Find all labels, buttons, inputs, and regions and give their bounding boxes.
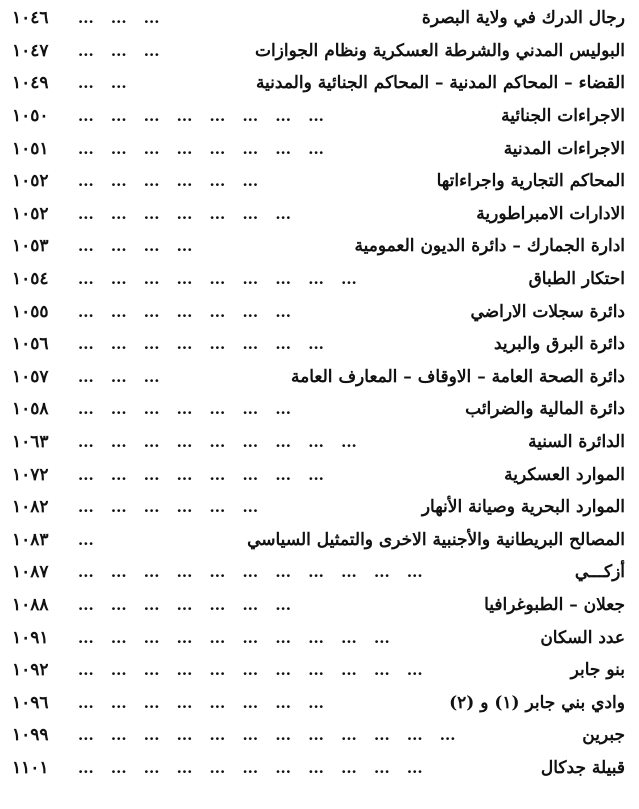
toc-entry-page-number: ١٠٨٨ xyxy=(12,594,49,615)
toc-entry xyxy=(12,393,625,426)
toc-entry-page-number: ١٠٥٧ xyxy=(12,366,49,387)
toc-entry xyxy=(12,752,625,785)
toc-entry-title: الاجراءات المدنية xyxy=(503,138,625,159)
toc-entry-leader-dots: ... ... ... ... ... ... ... ... ... ... ... xyxy=(78,758,423,777)
toc-entry-leader-dots: ... ... ... ... ... ... ... ... xyxy=(78,107,324,126)
toc-entry xyxy=(12,589,625,622)
toc-entry-page-number: ١٠٤٩ xyxy=(12,73,49,94)
toc-entry-leader-dots: ... ... ... ... ... ... ... ... ... ... ... xyxy=(78,661,423,680)
toc-entry-title: جعلان – الطبوغرافيا xyxy=(484,594,625,615)
toc-entry-title: عدد السكان xyxy=(540,627,625,648)
toc-entry-page-number: ١٠٤٧ xyxy=(12,40,49,61)
toc-entry-leader-dots: ... ... ... ... xyxy=(78,237,193,256)
toc-entry-leader-dots: ... ... ... ... ... ... xyxy=(78,172,259,191)
toc-entry xyxy=(12,132,625,165)
toc-entry-page-number: ١٠٨٢ xyxy=(12,497,49,518)
toc-entry-title: المحاكم التجارية واجراءاتها xyxy=(436,171,625,192)
toc-entry-leader-dots: ... ... ... xyxy=(78,367,160,386)
toc-entry-page-number: ١٠٤٦ xyxy=(12,8,49,29)
toc-entry-title: ادارة الجمارك – دائرة الديون العمومية xyxy=(354,236,625,257)
table-of-contents xyxy=(12,2,625,784)
toc-entry-page-number: ١٠٩٢ xyxy=(12,660,49,681)
toc-entry-title: وادي بني جابر (١) و (٢) xyxy=(449,692,625,713)
toc-entry-page-number: ١٠٥٤ xyxy=(12,269,49,290)
toc-entry-leader-dots: ... ... ... ... ... ... ... xyxy=(78,302,291,321)
toc-entry-leader-dots: ... ... ... ... ... ... ... ... ... ... ... ... xyxy=(78,726,456,745)
toc-entry-page-number: ١٠٥٠ xyxy=(12,106,49,127)
toc-entry xyxy=(12,719,625,752)
toc-entry-page-number: ١٠٩١ xyxy=(12,627,49,648)
toc-entry xyxy=(12,295,625,328)
toc-entry-title: الموارد البحرية وصيانة الأنهار xyxy=(421,497,625,518)
toc-entry xyxy=(12,426,625,459)
toc-entry-page-number: ١٠٥٨ xyxy=(12,399,49,420)
toc-entry-leader-dots: ... xyxy=(78,530,94,549)
toc-entry-title: البوليس المدني والشرطة العسكرية ونظام الجوازات xyxy=(254,40,625,61)
toc-entry xyxy=(12,524,625,557)
toc-entry-leader-dots: ... ... ... ... ... ... ... ... ... ... xyxy=(78,628,390,647)
toc-entry-leader-dots: ... ... ... xyxy=(78,9,160,28)
toc-entry xyxy=(12,263,625,296)
toc-entry-page-number: ١٠٥٢ xyxy=(12,171,49,192)
toc-entry xyxy=(12,328,625,361)
toc-entry-title: الموارد العسكرية xyxy=(504,464,625,485)
toc-entry-page-number: ١٠٩٩ xyxy=(12,725,49,746)
toc-entry xyxy=(12,361,625,394)
toc-entry-title: أزكـــي xyxy=(574,562,625,583)
toc-entry xyxy=(12,556,625,589)
toc-entry xyxy=(12,165,625,198)
toc-entry xyxy=(12,67,625,100)
toc-entry-title: احتكار الطباق xyxy=(528,269,625,290)
toc-entry xyxy=(12,491,625,524)
toc-entry xyxy=(12,35,625,68)
toc-entry-page-number: ١٠٥٥ xyxy=(12,301,49,322)
toc-entry-title: الاجراءات الجنائية xyxy=(501,106,625,127)
toc-entry-leader-dots: ... ... ... ... ... ... ... ... ... xyxy=(78,270,357,289)
toc-entry-title: الادارات الامبراطورية xyxy=(476,203,625,224)
toc-entry-leader-dots: ... ... ... ... ... ... ... ... xyxy=(78,465,324,484)
toc-entry-title: قبيلة جدكال xyxy=(540,757,625,778)
toc-entry-leader-dots: ... ... ... ... ... ... ... ... ... xyxy=(78,433,357,452)
toc-entry-page-number: ١٠٨٧ xyxy=(12,562,49,583)
toc-entry-title: دائرة المالية والضرائب xyxy=(465,399,625,420)
toc-entry-leader-dots: ... ... ... xyxy=(78,41,160,60)
toc-entry-leader-dots: ... ... xyxy=(78,74,127,93)
toc-entry-title: دائرة البرق والبريد xyxy=(493,334,625,355)
toc-entry xyxy=(12,458,625,491)
toc-entry-title: القضاء – المحاكم المدنية – المحاكم الجنائية والمدنية xyxy=(255,73,625,94)
toc-entry xyxy=(12,100,625,133)
toc-entry xyxy=(12,654,625,687)
toc-entry-page-number: ١٠٥٣ xyxy=(12,236,49,257)
toc-entry-leader-dots: ... ... ... ... ... ... ... xyxy=(78,400,291,419)
toc-entry-leader-dots: ... ... ... ... ... ... ... xyxy=(78,204,291,223)
toc-entry-leader-dots: ... ... ... ... ... ... xyxy=(78,498,259,517)
toc-entry xyxy=(12,621,625,654)
toc-entry-title: رجال الدرك في ولاية البصرة xyxy=(421,8,625,29)
toc-entry-page-number: ١٠٨٣ xyxy=(12,529,49,550)
toc-entry-page-number: ١٠٦٣ xyxy=(12,432,49,453)
toc-entry-leader-dots: ... ... ... ... ... ... ... ... xyxy=(78,335,324,354)
toc-entry xyxy=(12,230,625,263)
toc-entry-page-number: ١٠٥٢ xyxy=(12,203,49,224)
toc-entry-page-number: ١٠٥١ xyxy=(12,138,49,159)
toc-entry-title: دائرة سجلات الاراضي xyxy=(470,301,625,322)
toc-entry-page-number: ١٠٩٦ xyxy=(12,692,49,713)
toc-entry xyxy=(12,2,625,35)
toc-entry xyxy=(12,686,625,719)
toc-entry-leader-dots: ... ... ... ... ... ... ... ... xyxy=(78,693,324,712)
toc-entry-title: جبرين xyxy=(582,725,625,746)
toc-entry-title: الدائرة السنية xyxy=(528,432,625,453)
toc-entry-title: المصالح البريطانية والأجنبية الاخرى والتمثيل السياسي xyxy=(247,529,625,550)
toc-entry-leader-dots: ... ... ... ... ... ... ... xyxy=(78,595,291,614)
toc-entry-page-number: ١١٠١ xyxy=(12,757,49,778)
toc-entry-leader-dots: ... ... ... ... ... ... ... ... ... ... ... xyxy=(78,563,423,582)
toc-entry-title: دائرة الصحة العامة – الاوقاف – المعارف العامة xyxy=(291,366,625,387)
toc-entry-leader-dots: ... ... ... ... ... ... ... ... xyxy=(78,139,324,158)
toc-entry-title: بنو جابر xyxy=(570,660,625,681)
toc-entry xyxy=(12,198,625,231)
toc-entry-page-number: ١٠٥٦ xyxy=(12,334,49,355)
toc-entry-page-number: ١٠٧٢ xyxy=(12,464,49,485)
